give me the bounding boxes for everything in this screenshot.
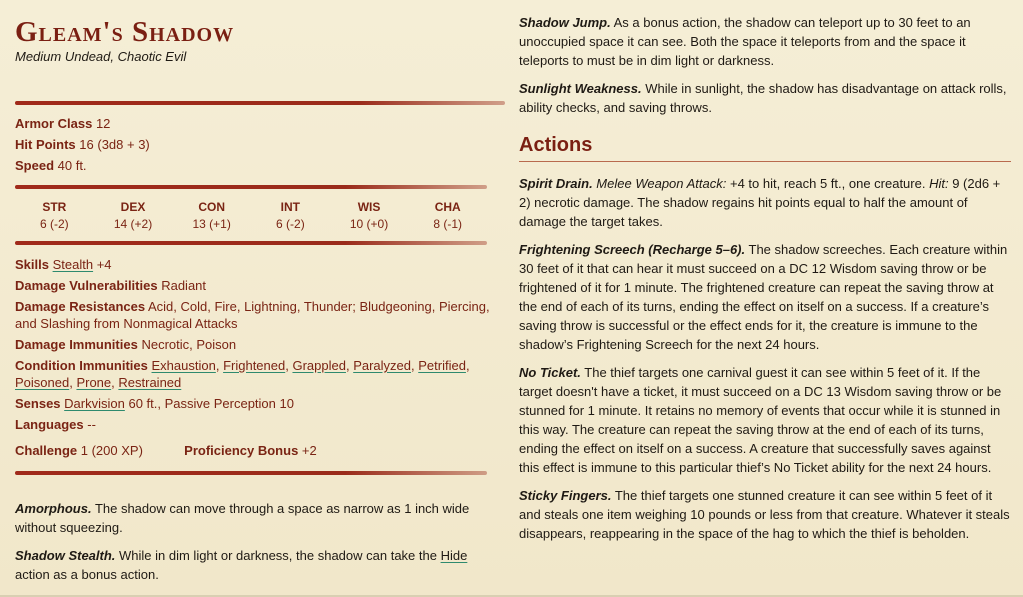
ability-value: 6 (-2) xyxy=(40,217,69,231)
skills-line xyxy=(15,254,505,275)
armor-class-value: 12 xyxy=(95,116,111,131)
left-column xyxy=(15,16,505,584)
senses-line xyxy=(15,393,505,414)
condition-link-grappled[interactable]: Grappled xyxy=(292,358,346,373)
condition-link-petrified[interactable]: Petrified xyxy=(418,358,466,373)
condition-link-poisoned[interactable]: Poisoned xyxy=(15,375,70,390)
action-text: The thief targets one carnival guest it can see within 5 feet of it. If the target doesn't have a ticket, it must succeed on a DC 13 Wisdom saving throw or be stunned for 1 minute. It retains no memory of events that occur while it is stunned in this way. The creature can repeat the saving throw at the end of each of its turns, ending the effect on itself on a success. A creature that successfully saves against this effect is immune to this particular thief’s No Ticket ability for the next 24 hours. xyxy=(519,365,1002,475)
challenge-value: 1 (200 XP) xyxy=(80,443,143,458)
ability-con xyxy=(172,199,251,233)
ability-str xyxy=(15,199,94,233)
abilities-top-divider xyxy=(15,185,487,189)
action-spirit-drain xyxy=(519,174,1011,231)
condition-immunities-line: Condition Immunities Exhaustion, Frightened, Grappled, Paralyzed, Petrified, Poisoned, Prone, Restrained xyxy=(15,358,470,390)
trait-text: The shadow can move through a space as narrow as 1 inch wide without squeezing. xyxy=(15,501,470,535)
resistances-value: Acid, Cold, Fire, Lightning, Thunder; Bludgeoning, Piercing, and Slashing from Nonmagical Attacks xyxy=(15,299,490,331)
condition-immunities-label: Condition Immunities xyxy=(15,358,148,373)
trait-name: Amorphous. xyxy=(15,501,92,516)
ability-key: CON xyxy=(198,200,226,214)
resistances-line xyxy=(15,296,505,334)
trait-sunlight-weakness xyxy=(519,79,1011,117)
condition-link-frightened[interactable]: Frightened xyxy=(223,358,286,373)
ability-value: 6 (-2) xyxy=(276,217,305,231)
action-no-ticket xyxy=(519,363,1011,477)
languages-label: Languages xyxy=(15,417,84,432)
header-divider xyxy=(15,101,505,105)
proficiency-label: Proficiency Bonus xyxy=(184,443,299,458)
traits-divider xyxy=(15,471,487,475)
ability-int xyxy=(251,199,330,233)
vulnerabilities-line xyxy=(15,275,505,296)
right-column xyxy=(519,13,1011,543)
proficiency-value: +2 xyxy=(301,443,317,458)
challenge-label: Challenge xyxy=(15,443,78,458)
trait-shadow-jump xyxy=(519,13,1011,70)
ability-key: STR xyxy=(42,200,67,214)
action-text: The thief targets one stunned creature it can see within 5 feet of it and steals one item weighing 10 pounds or less from that creature. Whatever it steals disappears, reappearing in the space of the hag to which the thief is beholden. xyxy=(519,488,1010,541)
abilities-bottom-divider xyxy=(15,241,487,245)
ability-key: INT xyxy=(280,200,301,214)
trait-name: Shadow Jump. xyxy=(519,15,611,30)
damage-immunities-line xyxy=(15,334,505,355)
senses-label: Senses xyxy=(15,396,61,411)
stealth-link[interactable]: Stealth xyxy=(52,257,94,272)
vulnerabilities-label: Damage Vulnerabilities xyxy=(15,278,158,293)
ability-cha xyxy=(408,199,487,233)
challenge-line xyxy=(15,440,505,461)
ability-key: WIS xyxy=(357,200,381,214)
ability-key: DEX xyxy=(120,200,146,214)
condition-link-restrained[interactable]: Restrained xyxy=(118,375,182,390)
trait-text: As a bonus action, the shadow can teleport up to 30 feet to an unoccupied space it can see. Both the space it teleports from and the space it teleports to must be in dim light or darkness. xyxy=(519,15,971,68)
action-name: Frightening Screech (Recharge 5–6). xyxy=(519,242,746,257)
trait-name: Shadow Stealth. xyxy=(15,548,116,563)
ability-value: 10 (+0) xyxy=(349,217,389,231)
speed-line xyxy=(15,155,505,176)
resistances-label: Damage Resistances xyxy=(15,299,146,314)
ability-dex xyxy=(94,199,173,233)
action-name: No Ticket. xyxy=(519,365,581,380)
skills-label: Skills xyxy=(15,257,49,272)
senses-rest: 60 ft., Passive Perception 10 xyxy=(124,396,294,411)
attack-text: +4 to hit, reach 5 ft., one creature. xyxy=(726,176,930,191)
ability-key: CHA xyxy=(434,200,461,214)
ability-scores xyxy=(15,199,487,233)
actions-heading-rule xyxy=(519,161,1011,162)
languages-line xyxy=(15,414,505,435)
action-name: Spirit Drain. xyxy=(519,176,593,191)
damage-immunities-value: Necrotic, Poison xyxy=(141,337,237,352)
speed-label: Speed xyxy=(15,158,55,173)
trait-text-end: action as a bonus action. xyxy=(15,567,159,582)
action-text: 9 (2d6 + 2) necrotic damage. The shadow regains hit points equal to half the amount of damage the target takes. xyxy=(519,176,1001,229)
actions-heading: Actions xyxy=(519,134,593,156)
trait-text: While in sunlight, the shadow has disadvantage on attack rolls, ability checks, and saving throws. xyxy=(519,81,1007,115)
trait-shadow-stealth xyxy=(15,546,505,584)
armor-class-line xyxy=(15,113,505,134)
trait-amorphous xyxy=(15,499,505,537)
trait-text: While in dim light or darkness, the shadow can take the xyxy=(115,548,441,563)
condition-link-prone[interactable]: Prone xyxy=(76,375,112,390)
ability-value: 13 (+1) xyxy=(192,217,231,231)
skills-bonus: +4 xyxy=(93,257,112,272)
hit-label: Hit: xyxy=(929,176,949,191)
monster-meta: Medium Undead, Chaotic Evil xyxy=(15,49,187,64)
hit-points-line xyxy=(15,134,505,155)
action-name: Sticky Fingers. xyxy=(519,488,612,503)
attack-type: Melee Weapon Attack: xyxy=(592,176,727,191)
action-frightening-screech xyxy=(519,240,1011,354)
monster-name: Gleam's Shadow xyxy=(15,16,235,48)
condition-link-paralyzed[interactable]: Paralyzed xyxy=(353,358,411,373)
action-text: The shadow screeches. Each creature within 30 feet of it that can hear it must succeed on a DC 12 Wisdom saving throw or be frightened of it for 1 minute. The frightened creature can repeat the saving throw at the end of each of its turns, ending the effect on itself on a success. If a creature’s saving throw is successful or the effect ends for it, the creature is immune to the shadow’s Frightening Screech for the next 24 hours. xyxy=(519,242,1008,352)
languages-value: -- xyxy=(87,417,96,432)
damage-immunities-label: Damage Immunities xyxy=(15,337,138,352)
action-sticky-fingers xyxy=(519,486,1011,543)
ability-wis xyxy=(330,199,409,233)
ability-value: 8 (-1) xyxy=(433,217,463,231)
vulnerabilities-value: Radiant xyxy=(161,278,207,293)
armor-class-label: Armor Class xyxy=(15,116,93,131)
darkvision-link[interactable]: Darkvision xyxy=(64,396,125,411)
trait-name: Sunlight Weakness. xyxy=(519,81,642,96)
condition-link-exhaustion[interactable]: Exhaustion xyxy=(151,358,216,373)
hide-link[interactable]: Hide xyxy=(440,548,468,563)
ability-value: 14 (+2) xyxy=(113,217,153,231)
hit-points-label: Hit Points xyxy=(15,137,76,152)
speed-value: 40 ft. xyxy=(57,158,87,173)
hit-points-value: 16 (3d8 + 3) xyxy=(79,137,150,152)
